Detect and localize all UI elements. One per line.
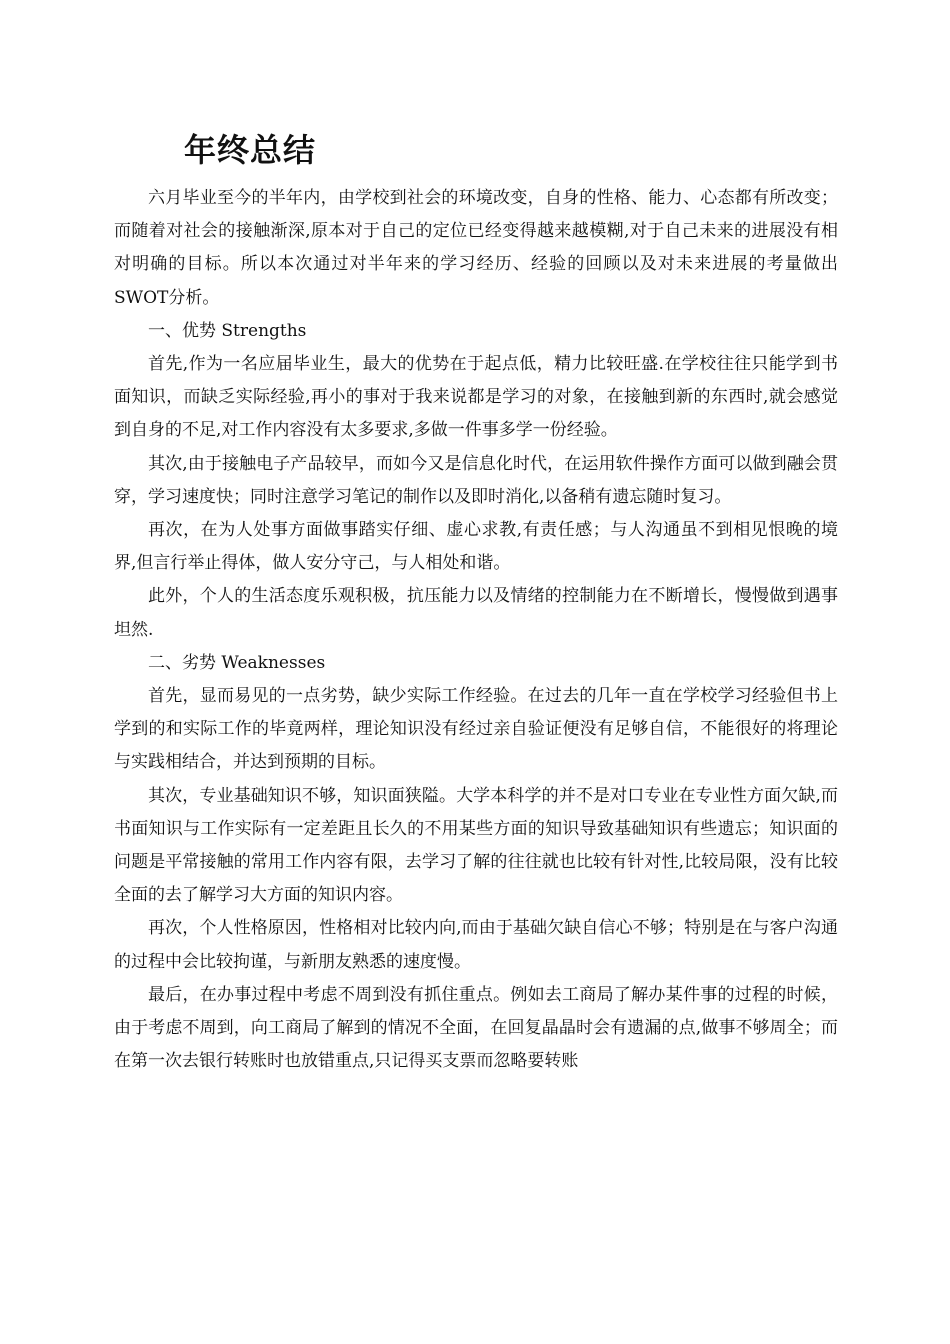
- document-title: 年终总结: [184, 131, 317, 169]
- weaknesses-paragraph-1: 首先，显而易见的一点劣势，缺少实际工作经验。在过去的几年一直在学校学习经验但书上学到的和实际工作的毕竟两样，理论知识没有经过亲自验证便没有足够自信，不能很好的将理论与实践相结合，并达到预期的目标。: [114, 686, 838, 773]
- strengths-paragraph-4: 此外，个人的生活态度乐观积极，抗压能力以及情绪的控制能力在不断增长，慢慢做到遇事坦然.: [114, 586, 838, 640]
- weaknesses-paragraph-2: 其次，专业基础知识不够，知识面狭隘。大学本科学的并不是对口专业在专业性方面欠缺,而书面知识与工作实际有一定差距且长久的不用某些方面的知识导致基础知识有些遗忘；知识面的问题是平常接触的常用工作内容有限，去学习了解的往往就也比较有针对性,比较局限，没有比较全面的去了解学习大方面的知识内容。: [114, 785, 838, 906]
- weaknesses-paragraph-3: 再次，个人性格原因，性格相对比较内向,而由于基础欠缺自信心不够；特别是在与客户沟通的过程中会比较拘谨，与新朋友熟悉的速度慢。: [114, 918, 838, 972]
- strengths-paragraph-3: 再次，在为人处事方面做事踏实仔细、虚心求教,有责任感；与人沟通虽不到相见恨晚的境界,但言行举止得体，做人安分守己，与人相处和谐。: [114, 520, 838, 574]
- strengths-paragraph-2: 其次,由于接触电子产品较早，而如今又是信息化时代，在运用软件操作方面可以做到融会贯穿，学习速度快；同时注意学习笔记的制作以及即时消化,以备稍有遗忘随时复习。: [114, 453, 838, 507]
- section-heading-strengths: 一、优势 Strengths: [148, 320, 307, 341]
- weaknesses-paragraph-4: 最后，在办事过程中考虑不周到没有抓住重点。例如去工商局了解办某件事的过程的时候，由于考虑不周到，向工商局了解到的情况不全面，在回复晶晶时会有遗漏的点,做事不够周全；而在第一次去银行转账时也放错重点,只记得买支票而忽略要转账: [114, 984, 838, 1072]
- document-page: [114, 118, 838, 1078]
- section-heading-weaknesses: 二、劣势 Weaknesses: [148, 652, 326, 673]
- strengths-paragraph-1: 首先,作为一名应届毕业生，最大的优势在于起点低，精力比较旺盛.在学校往往只能学到书面知识，而缺乏实际经验,再小的事对于我来说都是学习的对象，在接触到新的东西时,就会感觉到自身的不足,对工作内容没有太多要求,多做一件事多学一份经验。: [114, 354, 838, 441]
- intro-paragraph: 六月毕业至今的半年内，由学校到社会的环境改变，自身的性格、能力、心态都有所改变；而随着对社会的接触渐深,原本对于自己的定位已经变得越来越模糊,对于自己未来的进展没有相对明确的目标。所以本次通过对半年来的学习经历、经验的回顾以及对未来进展的考量做出SWOT分析。: [114, 188, 838, 308]
